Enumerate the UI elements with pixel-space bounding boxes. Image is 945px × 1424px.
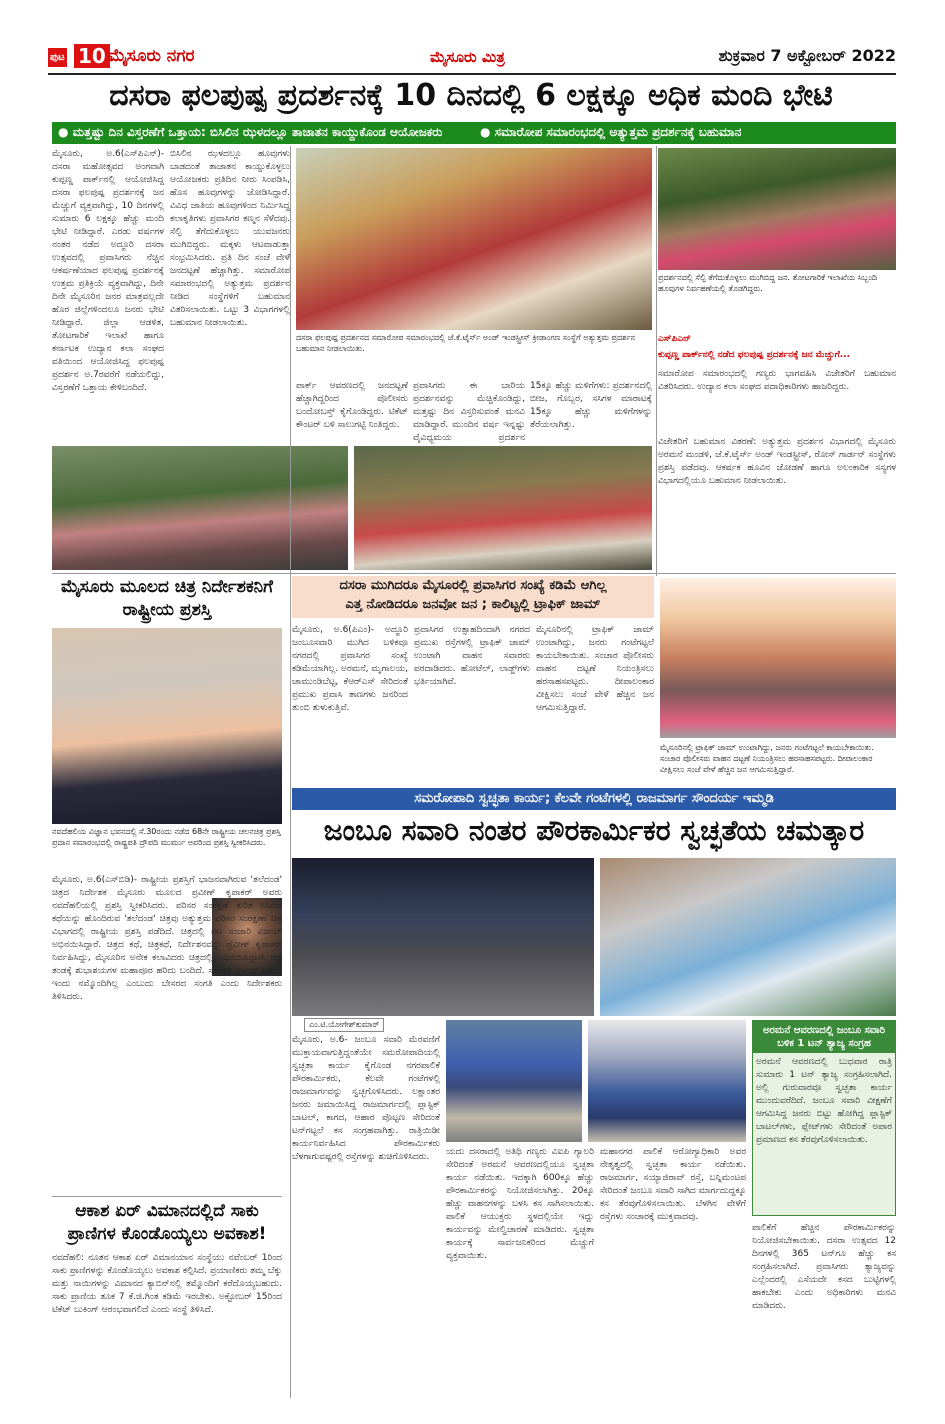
empty-chairs-photo <box>588 1020 746 1142</box>
tourists-column-1: ಮೈಸೂರು, ಅ.6(ಪಿಎಂ)- ಅದ್ಧೂರಿ ಜಂಬೂಸವಾರಿ ಮುಗಿದ ಬಳಿಕವೂ ನಗರದಲ್ಲಿ ಪ್ರವಾಸಿಗರ ಸಂಖ್ಯೆ ಕಡಿಮೆಯಾಗಿಲ್ಲ. ಅರಮನೆ, ಮೃಗಾಲಯ, ಚಾಮುಂಡಿಬೆಟ್ಟ, ಕೆಆರ್‌ಎಸ್ ಸೇರಿದಂತೆ ಪ್ರಮುಖ ಪ್ರವಾಸಿ ತಾಣಗಳು ಜನರಿಂದ ತುಂಬಿ ತುಳುಕುತ್ತಿವೆ. <box>292 625 408 713</box>
night-road-photo <box>292 858 594 1016</box>
lead-column-6: ಸಮಾರೋಪ ಸಮಾರಂಭದಲ್ಲಿ ಗಣ್ಯರು ಭಾಗವಹಿಸಿ ವಿಜೇತರಿಗೆ ಬಹುಮಾನ ವಿತರಿಸಿದರು. ಉದ್ಯಾನ ಕಲಾ ಸಂಘದ ಪದಾಧಿಕಾರಿಗಳು ಹಾಜರಿದ್ದರು. <box>658 369 896 392</box>
section-title: ಮೈಸೂರು ನಗರ <box>108 46 195 66</box>
plastic-waste-photo <box>600 858 896 1016</box>
lead-column-3: ಪಾರ್ಕ್ ಆವರಣದಲ್ಲಿ ಜನದಟ್ಟಣೆ ಹೆಚ್ಚಾಗಿದ್ದರಿಂದ ಪೊಲೀಸರು ಬಂದೋಬಸ್ತ್ ಕೈಗೊಂಡಿದ್ದರು. ಟಿಕೆಟ್ ಕೌಂಟರ್ ಬಳಿ ಸಾಲುಗಟ್ಟಿ ನಿಂತಿದ್ದರು. <box>296 381 408 430</box>
tourists-headline: ದಸರಾ ಮುಗಿದರೂ ಮೈಸೂರಲ್ಲಿ ಪ್ರವಾಸಿಗರ ಸಂಖ್ಯೆ ಕಡಿಮೆ ಆಗಿಲ್ಲ <box>339 578 607 593</box>
crowd-photo-1 <box>52 446 348 570</box>
national-award-photo <box>52 628 282 824</box>
column-divider-left <box>290 146 291 1398</box>
lead-column-4: ಪ್ರವಾಸಿಗರು ಈ ಬಾರಿಯ ಪ್ರದರ್ಶನವನ್ನು ಮೆಚ್ಚಿಕೊಂಡಿದ್ದು, ಮತ್ತಷ್ಟು ದಿನ ವಿಸ್ತರಿಸುವಂತೆ ಮನವಿ ಮಾಡಿದ್ದಾರೆ. ಮುಂದಿನ ವರ್ಷ ಇನ್ನಷ್ಟು ವೈವಿಧ್ಯಮಯ ಪ್ರದರ್ಶನ <box>413 381 525 443</box>
award-photo-caption: ದಸರಾ ಫಲಪುಷ್ಪ ಪ್ರದರ್ಶನದ ಸಮಾರೋಪ ಸಮಾರಂಭದಲ್ಲಿ ಜೆ.ಕೆ.ಟೈರ್ಸ್ ಅಂಡ್ ಇಂಡಸ್ಟ್ರೀಸ್ ಕ್ರೀಡಾಂಗಣ ಸಂಸ್ಥೆಗೆ ಅತ್ಯುತ್ತಮ ಪ್ರದರ್ಶನ ಬಹುಮಾನ ನೀಡಲಾಯಿತು. <box>296 333 636 353</box>
page-number: 10 <box>74 44 110 68</box>
cleanup-column-2: ಯದು ದಸರಾದಲ್ಲಿ ಅತಿಥಿ ಗಣ್ಯರು ವಿಐಪಿ ಗ್ಯಾಲರಿ ಸೇರಿದಂತೆ ಅರಮನೆ ಆವರಣದಲ್ಲಿಯೂ ಸ್ವಚ್ಛತಾ ಕಾರ್ಯ ನಡೆಯಿತು. ಇದಕ್ಕಾಗಿ 600ಕ್ಕೂ ಹೆಚ್ಚು ಪೌರಕಾರ್ಮಿಕರನ್ನು ನಿಯೋಜಿಸಲಾಗಿತ್ತು. 20ಕ್ಕೂ ಹೆಚ್ಚು ವಾಹನಗಳನ್ನು ಬಳಸಿ ಕಸ ಸಾಗಿಸಲಾಯಿತು. ಪಾಲಿಕೆ ಆಯುಕ್ತರು ಸ್ಥಳದಲ್ಲಿಯೇ ಇದ್ದು ಕಾರ್ಯವನ್ನು ಮೇಲ್ವಿಚಾರಣೆ ಮಾಡಿದರು. ಸ್ವಚ್ಛತಾ ಕಾರ್ಯಕ್ಕೆ ಸಾರ್ವಜನಿಕರಿಂದ ಮೆಚ್ಚುಗೆ ವ್ಯಕ್ತವಾಯಿತು. <box>446 1147 594 1261</box>
director-caption: ನವದೆಹಲಿಯ ವಿಜ್ಞಾನ ಭವನದಲ್ಲಿ ಸೆ.30ರಂದು ನಡೆದ 68ನೇ ರಾಷ್ಟ್ರೀಯ ಚಲನಚಿತ್ರ ಪ್ರಶಸ್ತಿ ಪ್ರದಾನ ಸಮಾರಂಭದಲ್ಲಿ ರಾಷ್ಟ್ರಪತಿ ದ್ರೌಪದಿ ಮುರ್ಮು ಅವರಿಂದ ಪ್ರಶಸ್ತಿ ಸ್ವೀಕರಿಸಿದರು. <box>52 827 281 847</box>
cleanup-column-4: ಪಾಲಿಕೆಗೆ ಹೆಚ್ಚಿನ ಪೌರಕಾರ್ಮಿಕರನ್ನು ನಿಯೋಜಿಸಬೇಕಾಯಿತು. ದಸರಾ ಉತ್ಸವದ 12 ದಿನಗಳಲ್ಲಿ 365 ಟನ್‌ಗೂ ಹೆಚ್ಚು ಕಸ ಸಂಗ್ರಹಿಸಲಾಗಿದೆ. ಪ್ರವಾಸಿಗರು ತ್ಯಾಜ್ಯವನ್ನು ಎಲ್ಲೆಂದರಲ್ಲಿ ಎಸೆಯದೇ ಕಸದ ಬುಟ್ಟಿಗಳಲ್ಲಿ ಹಾಕಬೇಕು ಎಂದು ಅಧಿಕಾರಿಗಳು ಮನವಿ ಮಾಡಿದರು. <box>752 1223 896 1311</box>
cleanup-column-3: ಮಹಾನಗರ ಪಾಲಿಕೆ ಆರೋಗ್ಯಾಧಿಕಾರಿ ಅವರ ನೇತೃತ್ವದಲ್ಲಿ ಸ್ವಚ್ಛತಾ ಕಾರ್ಯ ನಡೆಯಿತು. ರಾಜಮಾರ್ಗ, ಸಯ್ಯಾಜಿರಾವ್ ರಸ್ತೆ, ಬನ್ನಿಮಂಟಪ ಸೇರಿದಂತೆ ಜಂಬೂ ಸವಾರಿ ಸಾಗಿದ ಮಾರ್ಗದುದ್ದಕ್ಕೂ ಕಸ ತೆರವುಗೊಳಿಸಲಾಯಿತು. ಬೆಳಗಿನ ವೇಳೆಗೆ ರಸ್ತೆಗಳು ಸಂಚಾರಕ್ಕೆ ಮುಕ್ತವಾದವು. <box>600 1147 746 1222</box>
cleanup-byline: ಎಂ.ಟಿ.ಯೋಗೇಶ್‌ಕುಮಾರ್ <box>304 1018 384 1032</box>
director-headline: ಮೈಸೂರು ಮೂಲದ ಚಿತ್ರ ನಿರ್ದೇಶಕನಿಗೆ ರಾಷ್ಟ್ರೀಯ ಪ್ರಶಸ್ತಿ <box>61 577 273 620</box>
cleanup-bar: ಸಮರೋಪಾದಿ ಸ್ವಚ್ಛತಾ ಕಾರ್ಯ; ಕೆಲವೇ ಗಂಟೆಗಳಲ್ಲಿ ರಾಜಮಾರ್ಗ ಸೌಂದರ್ಯ ಇಮ್ಮಡಿ <box>292 788 896 810</box>
tent-chairs-photo <box>446 1020 582 1142</box>
column-divider-right <box>656 146 657 576</box>
illumination-crowd-photo <box>660 578 896 738</box>
cleanup-column-1: ಮೈಸೂರು, ಅ.6- ಜಂಬೂ ಸವಾರಿ ಮೆರವಣಿಗೆ ಮುಕ್ತಾಯವಾಗುತ್ತಿದ್ದಂತೆಯೇ ಸಮರೋಪಾದಿಯಲ್ಲಿ ಸ್ವಚ್ಛತಾ ಕಾರ್ಯ ಕೈಗೊಂಡ ನಗರಪಾಲಿಕೆ ಪೌರಕಾರ್ಮಿಕರು, ಕೆಲವೇ ಗಂಟೆಗಳಲ್ಲಿ ರಾಜಮಾರ್ಗವನ್ನು ಸ್ವಚ್ಛಗೊಳಿಸಿದರು. ಲಕ್ಷಾಂತರ ಜನರು ಜಮಾಯಿಸಿದ್ದ ರಾಜಮಾರ್ಗದಲ್ಲಿ ಪ್ಲಾಸ್ಟಿಕ್ ಬಾಟಲ್, ಕಾಗದ, ಆಹಾರ ಪೊಟ್ಟಣ ಸೇರಿದಂತೆ ಟನ್‌ಗಟ್ಟಲೆ ಕಸ ಸಂಗ್ರಹವಾಗಿತ್ತು. ರಾತ್ರಿಯಿಡೀ ಕಾರ್ಯನಿರ್ವಹಿಸಿದ ಪೌರಕಾರ್ಮಿಕರು ಬೆಳಗಾಗುವಷ್ಟರಲ್ಲಿ ರಸ್ತೆಗಳನ್ನು ಶುಚಿಗೊಳಿಸಿದರು. <box>292 1035 440 1162</box>
sidebox-body: ಅರಮನೆ ಆವರಣದಲ್ಲಿ ಬುಧವಾರ ರಾತ್ರಿ ಸುಮಾರು 1 ಟನ್ ತ್ಯಾಜ್ಯ ಸಂಗ್ರಹಿಸಲಾಗಿದೆ. ಅಲ್ಲಿ ಗುರುವಾರವೂ ಸ್ವಚ್ಛತಾ ಕಾರ್ಯ ಮುಂದುವರೆದಿದೆ. ಜಂಬೂ ಸವಾರಿ ವೀಕ್ಷಣೆಗೆ ಆಗಮಿಸಿದ್ದ ಜನರು ಬಿಟ್ಟು ಹೋಗಿದ್ದ ಪ್ಲಾಸ್ಟಿಕ್ ಬಾಟಲ್‌ಗಳು, ಪ್ಲೇಟ್‌ಗಳು ಸೇರಿದಂತೆ ಅಪಾರ ಪ್ರಮಾಣದ ಕಸ ತೆರವುಗೊಳಿಸಲಾಯಿತು. <box>756 1057 892 1145</box>
illumination-caption: ಮೈಸೂರಿನಲ್ಲಿ ಟ್ರಾಫಿಕ್ ಜಾಮ್ ಉಂಟಾಗಿದ್ದು, ಜನರು ಗಂಟೆಗಟ್ಟಲೆ ಕಾಯಬೇಕಾಯಿತು. ಸಂಚಾರ ಪೊಲೀಸರು ವಾಹನ ದಟ್ಟಣೆ ನಿಯಂತ್ರಿಸಲು ಹರಸಾಹಸಪಟ್ಟರು. ದೀಪಾಲಂಕಾರ ವೀಕ್ಷಿಸಲು ಸಂಜೆ ವೇಳೆ ಹೆಚ್ಚಿನ ಜನ ಆಗಮಿಸುತ್ತಿದ್ದಾರೆ. <box>660 743 874 774</box>
section-divider <box>52 573 896 574</box>
paper-name: ಮೈಸೂರು ಮಿತ್ರ <box>430 48 505 66</box>
aviation-body: ನವದೆಹಲಿ: ನೂತನ ಆಕಾಶ ಏರ್ ವಿಮಾನಯಾನ ಸಂಸ್ಥೆಯು ನವೆಂಬರ್ 1ರಿಂದ ಸಾಕು ಪ್ರಾಣಿಗಳನ್ನು ಕೊಂಡೊಯ್ಯಲು ಅವಕಾಶ ಕಲ್ಪಿಸಿದೆ. ಪ್ರಯಾಣಿಕರು ತಮ್ಮ ಬೆಕ್ಕು ಮತ್ತು ನಾಯಿಗಳನ್ನು ವಿಮಾನದ ಕ್ಯಾಬಿನ್‌ನಲ್ಲಿ ತಮ್ಮೊಂದಿಗೆ ಕರೆದೊಯ್ಯಬಹುದು. ಸಾಕು ಪ್ರಾಣಿಯ ತೂಕ 7 ಕೆ.ಜಿ.ಗಿಂತ ಕಡಿಮೆ ಇರಬೇಕು. ಅಕ್ಟೋಬರ್ 15ರಿಂದ ಟಿಕೆಟ್ ಬುಕಿಂಗ್ ಆರಂಭವಾಗಲಿದೆ ಎಂದು ಸಂಸ್ಥೆ ತಿಳಿಸಿದೆ. <box>52 1253 282 1315</box>
lead-right-column: ವಿಜೇತರಿಗೆ ಬಹುಮಾನ ವಿತರಣೆ: ಅತ್ಯುತ್ತಮ ಪ್ರದರ್ಶನ ವಿಭಾಗದಲ್ಲಿ ಮೈಸೂರು ಅರಮನೆ ಮಂಡಳಿ, ಜೆ.ಕೆ.ಟೈರ್ಸ್ ಅಂಡ್ ಇಂಡಸ್ಟ್ರೀಸ್, ರೋಸ್ ಗಾರ್ಡನ್ ಸಂಸ್ಥೆಗಳು ಪ್ರಶಸ್ತಿ ಪಡೆದವು. ಆಕರ್ಷಕ ಹೂವಿನ ಜೋಡಣೆ ಹಾಗೂ ಅಲಂಕಾರಿಕ ಸಸ್ಯಗಳ ವಿಭಾಗದಲ್ಲಿಯೂ ಬಹುಮಾನ ನೀಡಲಾಯಿತು. <box>658 437 896 486</box>
award-ceremony-photo <box>296 148 652 330</box>
lead-subhead-right: ● ಸಮಾರೋಪ ಸಮಾರಂಭದಲ್ಲಿ ಅತ್ಯುತ್ತಮ ಪ್ರದರ್ಶನಕ್ಕೆ ಬಹುಮಾನ <box>480 125 742 139</box>
cleanup-headline: ಜಂಬೂ ಸವಾರಿ ನಂತರ ಪೌರಕಾರ್ಮಿಕರ ಸ್ವಚ್ಛತೆಯ ಚಮತ್ಕಾರ <box>323 814 865 847</box>
page-tag: ಪುಟ <box>48 48 67 67</box>
aviation-divider <box>52 1196 282 1197</box>
flower-show-caption: ಪ್ರದರ್ಶನದಲ್ಲಿ ಸೆಲ್ಫಿ ತೆಗೆದುಕೊಳ್ಳಲು ಮುಗಿಬಿದ್ದ ಜನ. ತೋಟಗಾರಿಕೆ ಇಲಾಖೆಯ ಸಿಬ್ಬಂದಿ ಹೂವುಗಳ ನಿರ್ವಹಣೆಯಲ್ಲಿ ತೊಡಗಿದ್ದರು. <box>658 273 878 293</box>
lead-column-1: ಮೈಸೂರು, ಅ.6(ಎಸ್‌ಪಿಎನ್)- ದಸರಾ ಮಹೋತ್ಸವದ ಅಂಗವಾಗಿ ಕುಪ್ಪಣ್ಣ ಪಾರ್ಕ್‌ನಲ್ಲಿ ಆಯೋಜಿಸಿದ್ದ ದಸರಾ ಫಲಪುಷ್ಪ ಪ್ರದರ್ಶನಕ್ಕೆ ಜನ ಮೆಚ್ಚುಗೆ ವ್ಯಕ್ತವಾಗಿದ್ದು, 10 ದಿನಗಳಲ್ಲಿ ಸುಮಾರು 6 ಲಕ್ಷಕ್ಕೂ ಹೆಚ್ಚು ಮಂದಿ ಭೇಟಿ ನೀಡಿದ್ದಾರೆ. ಎರಡು ವರ್ಷಗಳ ನಂತರ ನಡೆದ ಅದ್ಧೂರಿ ದಸರಾ ಉತ್ಸವದಲ್ಲಿ ಪ್ರವಾಸಿಗರು ನೆಚ್ಚಿನ ಆಕರ್ಷಣೆಯಾದ ಫಲಪುಷ್ಪ ಪ್ರದರ್ಶನಕ್ಕೆ ಉತ್ತಮ ಪ್ರತಿಕ್ರಿಯೆ ವ್ಯಕ್ತವಾಗಿದ್ದು, ದಿನೇ ದಿನೇ ಮೈಸೂರಿನ ಜನರ ಮಾತ್ರವಲ್ಲದೇ ಹೊರ ಜಿಲ್ಲೆಗಳಿಂದಲೂ ಜನರು ಭೇಟಿ ನೀಡಿದ್ದಾರೆ. ಜಿಲ್ಲಾ ಆಡಳಿತ, ತೋಟಗಾರಿಕೆ ಇಲಾಖೆ ಹಾಗೂ ಕರ್ನಾಟಕ ಉದ್ಯಾನ ಕಲಾ ಸಂಘದ ವತಿಯಿಂದ ಆಯೋಜಿಸಿದ್ದ ಫಲಪುಷ್ಪ ಪ್ರದರ್ಶನ ಅ.7ರವರೆಗೆ ನಡೆಯಲಿದ್ದು, ವಿಸ್ತರಣೆಗೆ ಒತ್ತಾಯ ಕೇಳಿಬಂದಿದೆ. <box>52 149 164 393</box>
tourists-headline-box <box>292 576 654 618</box>
tourists-subhead: ಎತ್ತ ನೋಡಿದರೂ ಜನವೋ ಜನ ; ಕಾಲಿಟ್ಟಲ್ಲಿ ಟ್ರಾಫಿಕ್ ಜಾಮ್ <box>345 597 601 612</box>
masthead <box>48 46 896 70</box>
lead-pink-line: ಕುಪ್ಪಣ್ಣ ಪಾರ್ಕ್‌ನಲ್ಲಿ ನಡೆದ ಫಲಪುಷ್ಪ ಪ್ರದರ್ಶನಕ್ಕೆ ಜನ ಮೆಚ್ಚುಗೆ... <box>658 350 851 360</box>
lead-column-2: ಬಿಸಿಲಿನ ಝಳದಲ್ಲೂ ಹೂವುಗಳು ಬಾಡದಂತೆ ತಾಜಾತನ ಕಾಯ್ದುಕೊಳ್ಳಲು ಆಯೋಜಕರು ಪ್ರತಿದಿನ ನೀರು ಸಿಂಪಡಿಸಿ, ಹೊಸ ಹೂವುಗಳನ್ನು ಜೋಡಿಸಿದ್ದಾರೆ. ವಿವಿಧ ಜಾತಿಯ ಹೂವುಗಳಿಂದ ನಿರ್ಮಿಸಿದ್ದ ಕಲಾಕೃತಿಗಳು ಪ್ರವಾಸಿಗರ ಕಣ್ಮನ ಸೆಳೆದವು. ಸೆಲ್ಫಿ ತೆಗೆದುಕೊಳ್ಳಲು ಯುವಜನರು ಮುಗಿಬಿದ್ದರು. ಮಕ್ಕಳು ಆಟವಾಡುತ್ತಾ ಸಂಭ್ರಮಿಸಿದರು. ಪ್ರತಿ ದಿನ ಸಂಜೆ ವೇಳೆ ಜನದಟ್ಟಣೆ ಹೆಚ್ಚಾಗಿತ್ತು. ಸಮಾರೋಪ ಸಮಾರಂಭದಲ್ಲಿ ಅತ್ಯುತ್ತಮ ಪ್ರದರ್ಶನ ನೀಡಿದ ಸಂಸ್ಥೆಗಳಿಗೆ ಬಹುಮಾನ ವಿತರಿಸಲಾಯಿತು. ಒಟ್ಟು 3 ವಿಭಾಗಗಳಲ್ಲಿ ಬಹುಮಾನ ನೀಡಲಾಯಿತು. <box>170 149 290 328</box>
lead-column-5: 15ಕ್ಕೂ ಹೆಚ್ಚು ಮಳಿಗೆಗಳು: ಪ್ರದರ್ಶನದಲ್ಲಿ ಬೀಜ, ಗೊಬ್ಬರ, ಸಸಿಗಳ ಮಾರಾಟಕ್ಕೆ 15ಕ್ಕೂ ಹೆಚ್ಚು ಮಳಿಗೆಗಳನ್ನು ತೆರೆಯಲಾಗಿತ್ತು. <box>530 381 652 430</box>
byline-tag: ಎಸ್‌ಪಿಎನ್ <box>658 334 691 344</box>
lead-subhead-left: ● ಮತ್ತಷ್ಟು ದಿನ ವಿಸ್ತರಣೆಗೆ ಒತ್ತಾಯ: ಬಿಸಿಲಿನ ಝಳದಲ್ಲೂ ತಾಜಾತನ ಕಾಯ್ದುಕೊಂಡ ಆಯೋಜಕರು <box>58 125 443 139</box>
aviation-headline: ಆಕಾಶ ಏರ್ ವಿಮಾನದಲ್ಲಿದೆ ಸಾಕು ಪ್ರಾಣಿಗಳ ಕೊಂಡೊಯ್ಯಲು ಅವಕಾಶ! <box>52 1200 282 1248</box>
director-body: ಮೈಸೂರು, ಅ.6(ಎಸ್‌ಬಿಡಿ)- ರಾಷ್ಟ್ರೀಯ ಪ್ರಶಸ್ತಿಗೆ ಭಾಜನವಾಗಿರುವ 'ತಲೆದಂಡ' ಚಿತ್ರದ ನಿರ್ದೇಶಕ ಮೈಸೂರು ಮೂಲದ ಪ್ರವೀಣ್ ಕೃಪಾಕರ್ ಅವರು ನವದೆಹಲಿಯಲ್ಲಿ ಪ್ರಶಸ್ತಿ ಸ್ವೀಕರಿಸಿದರು. ಪರಿಸರ ಸಂರಕ್ಷಣೆ ಕುರಿತ ಸಿನಿಮಾ ಕಥೆಯನ್ನು ಹೊಂದಿರುವ 'ತಲೆದಂಡ' ಚಿತ್ರವು ಅತ್ಯುತ್ತಮ ಪರಿಸರ ಸಂರಕ್ಷಣಾ ಚಿತ್ರ ವಿಭಾಗದಲ್ಲಿ ರಾಷ್ಟ್ರೀಯ ಪ್ರಶಸ್ತಿ ಪಡೆದಿದೆ. ಚಿತ್ರದಲ್ಲಿ ನಟ ಸಂಚಾರಿ ವಿಜಯ್ ಅಭಿನಯಿಸಿದ್ದಾರೆ. ಚಿತ್ರದ ಕಥೆ, ಚಿತ್ರಕಥೆ, ನಿರ್ದೇಶನವನ್ನು ಪ್ರವೀಣ್ ಕೃಪಾಕರ್ ನಿರ್ವಹಿಸಿದ್ದು, ಮೈಸೂರಿನ ಅನೇಕ ಕಲಾವಿದರು ಚಿತ್ರದಲ್ಲಿ ಅಭಿನಯಿಸಿದ್ದಾರೆ. ಚಿತ್ರ ತಂಡಕ್ಕೆ ಶುಭಾಶಯಗಳ ಮಹಾಪೂರ ಹರಿದು ಬಂದಿದೆ. ಸಂಚಾರಿ ವಿಜಯ್ ಅವರು ಇಂದು ನಮ್ಮೊಂದಿಗಿಲ್ಲ ಎಂಬುದು ಬೇಸರದ ಸಂಗತಿ ಎಂದು ನಿರ್ದೇಶಕರು ತಿಳಿಸಿದರು. <box>52 875 282 1002</box>
tourists-column-2: ಪ್ರವಾಸಿಗರ ಉತ್ಸಾಹದಿಂದಾಗಿ ನಗರದ ಪ್ರಮುಖ ರಸ್ತೆಗಳಲ್ಲಿ ಟ್ರಾಫಿಕ್ ಜಾಮ್ ಉಂಟಾಗಿ ವಾಹನ ಸವಾರರು ಪರದಾಡಿದರು. ಹೋಟೆಲ್, ಲಾಡ್ಜ್‌ಗಳು ಭರ್ತಿಯಾಗಿವೆ. <box>414 625 530 687</box>
lead-subheads <box>52 122 896 144</box>
issue-date: ಶುಕ್ರವಾರ 7 ಅಕ್ಟೋಬರ್ 2022 <box>718 46 896 65</box>
sidebox-title: ಅರಮನೆ ಆವರಣದಲ್ಲಿ ಜಂಬೂ ಸವಾರಿ ಬಳಿಕ 1 ಟನ್ ತ್ಯಾಜ್ಯ ಸಂಗ್ರಹ <box>753 1021 895 1053</box>
flower-show-photo <box>658 148 896 270</box>
lead-headline: ದಸರಾ ಫಲಪುಷ್ಪ ಪ್ರದರ್ಶನಕ್ಕೆ 10 ದಿನದಲ್ಲಿ 6 ಲಕ್ಷಕ್ಕೂ ಅಧಿಕ ಮಂದಿ ಭೇಟಿ <box>109 78 833 113</box>
tourists-column-3: ಮೈಸೂರಿನಲ್ಲಿ ಟ್ರಾಫಿಕ್ ಜಾಮ್ ಉಂಟಾಗಿದ್ದು, ಜನರು ಗಂಟೆಗಟ್ಟಲೆ ಕಾಯಬೇಕಾಯಿತು. ಸಂಚಾರ ಪೊಲೀಸರು ವಾಹನ ದಟ್ಟಣೆ ನಿಯಂತ್ರಿಸಲು ಹರಸಾಹಸಪಟ್ಟರು. ದೀಪಾಲಂಕಾರ ವೀಕ್ಷಿಸಲು ಸಂಜೆ ವೇಳೆ ಹೆಚ್ಚಿನ ಜನ ಆಗಮಿಸುತ್ತಿದ್ದಾರೆ. <box>536 625 654 713</box>
waste-sidebox <box>752 1020 896 1216</box>
statue-display-photo <box>354 446 652 570</box>
masthead-rule <box>48 73 896 75</box>
